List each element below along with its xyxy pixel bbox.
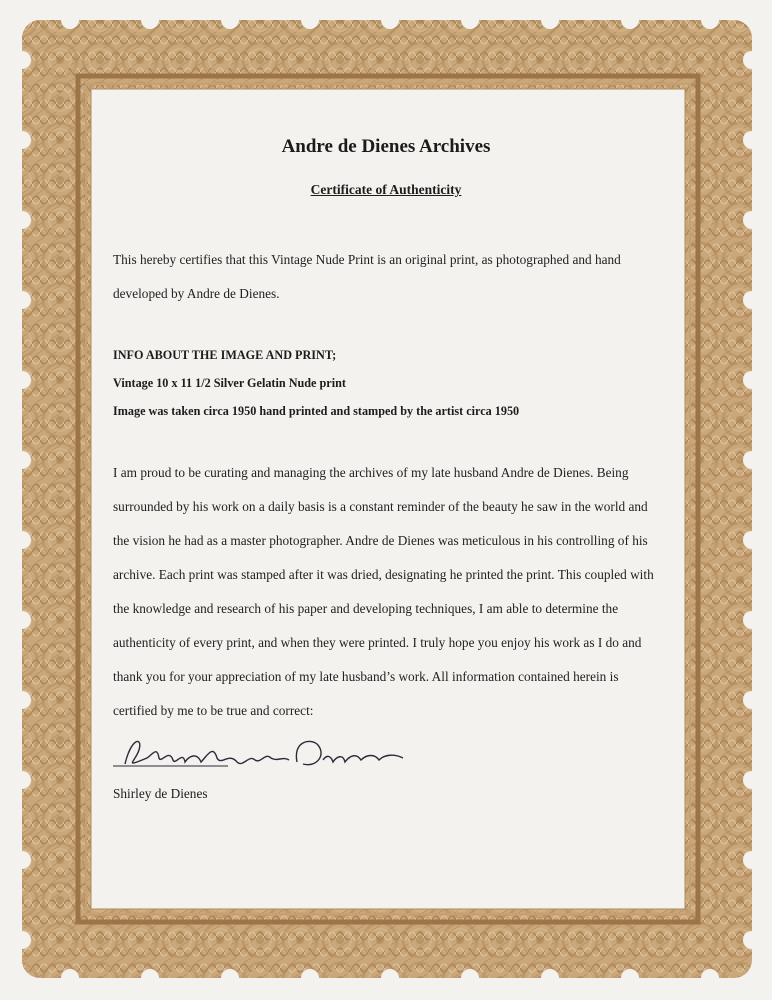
- info-heading: INFO ABOUT THE IMAGE AND PRINT;: [113, 348, 337, 362]
- signer-name: Shirley de Dienes: [113, 786, 208, 801]
- certificate-subtitle: Certificate of Authenticity: [310, 182, 462, 197]
- handwritten-signature: [113, 728, 443, 788]
- info-line-size: Vintage 10 x 11 1/2 Silver Gelatin Nude print: [113, 376, 346, 390]
- body-paragraph: I am proud to be curating and managing the archives of my late husband Andre de Dienes. Being surrounded by his work on a daily basis is a constant reminder of the beauty he saw in the world and the vision he had as a master photographer. Andre de Dienes was meticulous in his controlling of his archive. Each print was stamped after it was dried, designating he printed the print. This coupled with the knowledge and research of his paper and developing techniques, I am able to determine the authenticity of every print, and when they were printed. I truly hope you enjoy his work as I do and thank you for your appreciation of my late husband’s work. All information contained herein is certified by me to be true and correct:: [113, 465, 654, 718]
- info-line-date: Image was taken circa 1950 hand printed and stamped by the artist circa 1950: [113, 404, 520, 418]
- intro-paragraph: This hereby certifies that this Vintage Nude Print is an original print, as photographed and hand developed by Andre de Dienes.: [113, 252, 621, 301]
- page-title: Andre de Dienes Archives: [281, 136, 491, 157]
